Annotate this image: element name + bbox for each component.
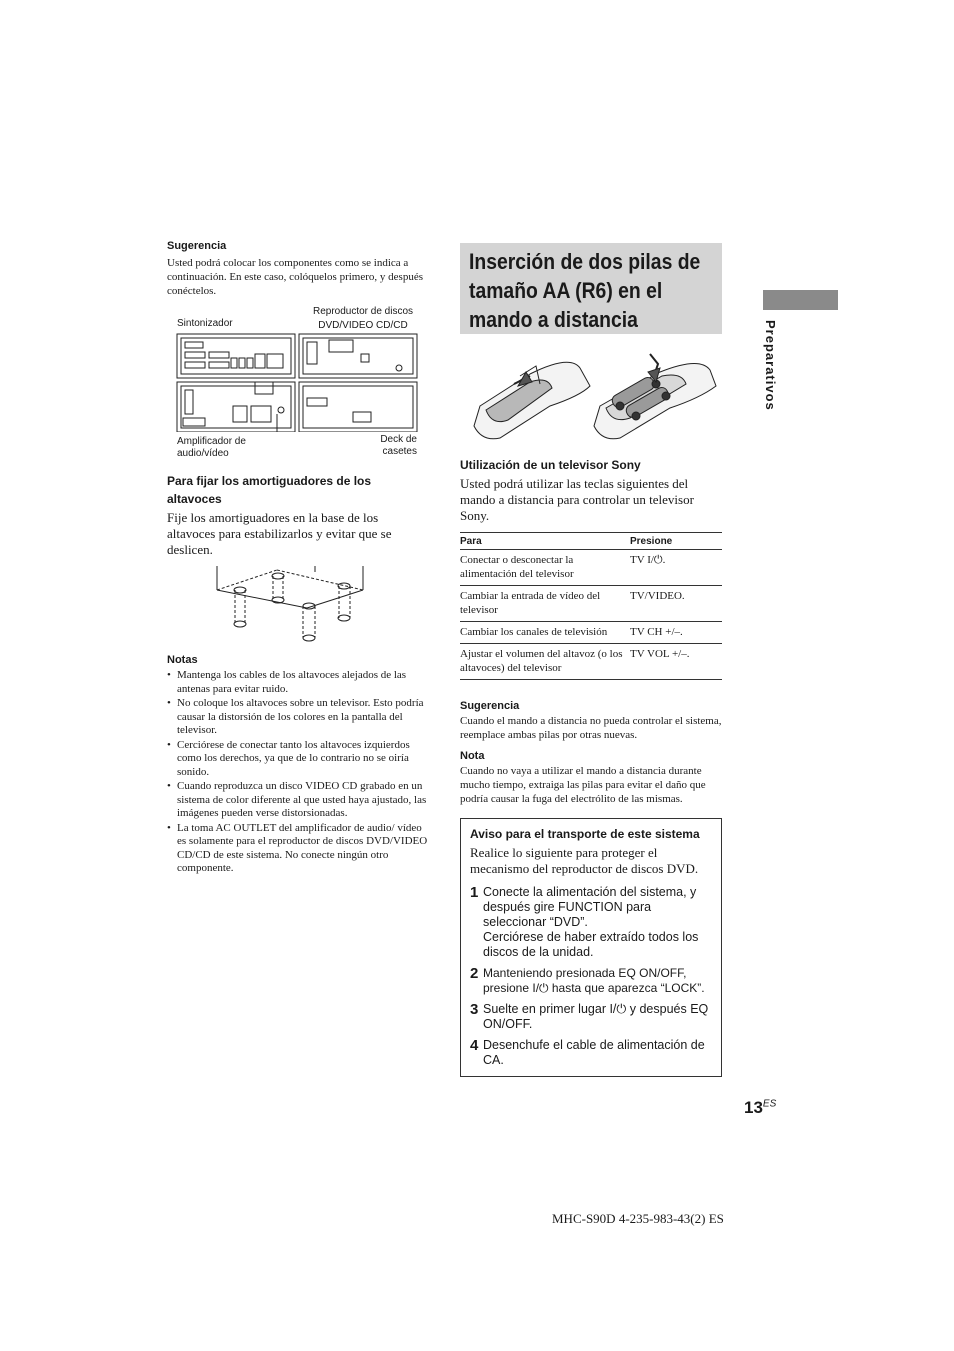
table-row: [460, 644, 722, 680]
list-item: • No coloque los altavoces sobre un televisor. Esto podría causar la distorsión de los colores en la pantalla del televisor.: [167, 697, 429, 738]
left-column: [167, 240, 429, 877]
label-deck-line2: casetes: [382, 446, 417, 457]
notice-heading: Aviso para el transporte de este sistema: [470, 827, 700, 841]
step-text: Manteniendo presionada EQ ON/OFF, presione I/⏻ hasta que aparezca “LOCK”.: [483, 966, 705, 995]
table-row: [460, 586, 722, 622]
step-text: Desenchufe el cable de alimentación de CA.: [483, 1038, 705, 1067]
table-cell: Conectar o desconectar la alimentación del televisor: [460, 550, 630, 586]
step-number: 1: [470, 884, 479, 901]
notes-heading: Notas: [167, 654, 198, 666]
step-number: 2: [470, 965, 479, 982]
table-header-row: [460, 533, 722, 550]
label-deck-line1: Deck de: [380, 434, 417, 445]
step-text: Conecte la alimentación del sistema, y después gire FUNCTION para seleccionar “DVD”.: [483, 885, 697, 929]
page-title: Inserción de dos pilas de tamaño AA (R6) en el mando a distancia: [469, 249, 701, 332]
footer-model-code: MHC-S90D 4-235-983-43(2) ES: [552, 1211, 724, 1226]
note-heading: Nota: [460, 750, 485, 762]
notice-steps: [470, 885, 712, 1068]
tv-text: Usted podrá utilizar las teclas siguientes del mando a distancia para controlar un televisor Sony.: [460, 476, 694, 523]
list-item: • Cerciórese de conectar tanto los altavoces izquierdos como los derechos, ya que de lo contrario no se oiría sonido.: [167, 739, 429, 780]
stacked-components-illustration: [167, 332, 429, 432]
step-item: [470, 1002, 712, 1032]
table-header-cell: Para: [460, 533, 630, 550]
step-number: 4: [470, 1037, 479, 1054]
page-number: [744, 1098, 776, 1118]
label-amplifier-line1: Amplificador de: [177, 436, 246, 447]
tv-heading: Utilización de un televisor Sony: [460, 458, 641, 472]
section-tab-marker: [763, 290, 838, 310]
table-cell: TV VOL +/–.: [630, 644, 722, 680]
page-number-value: 13: [744, 1098, 763, 1117]
notice-intro: Realice lo siguiente para proteger el mecanismo del reproductor de discos DVD.: [470, 845, 699, 876]
right-tip-text: Cuando el mando a distancia no pueda controlar el sistema, reemplace ambas pilas por otras nuevas.: [460, 715, 722, 741]
table-cell: Cambiar los canales de televisión: [460, 622, 630, 644]
table-row: [460, 622, 722, 644]
page-number-suffix: ES: [762, 1098, 777, 1110]
section-label: Preparativos: [763, 320, 778, 411]
label-dvd-line1: Reproductor de discos: [312, 306, 414, 317]
step-extra-text: Cerciórese de haber extraído todos los discos de la unidad.: [483, 930, 699, 959]
table-cell: TV CH +/–.: [630, 622, 722, 644]
section-title-box: [460, 243, 722, 334]
step-text: Suelte en primer lugar I/⏻ y después EQ ON/OFF.: [483, 1002, 709, 1031]
step-item: [470, 966, 712, 996]
component-diagram: [167, 300, 429, 458]
pads-text: Fije los amortiguadores en la base de los altavoces para estabilizarlos y evitar que se deslicen.: [167, 510, 392, 557]
step-text-group: [483, 885, 712, 960]
pads-heading: Para fijar los amortiguadores de los altavoces: [167, 474, 372, 506]
speaker-pads-illustration: [167, 566, 429, 648]
step-item: [470, 885, 712, 960]
list-item: • La toma AC OUTLET del amplificador de audio/ vídeo es solamente para el reproductor de discos DVD/VIDEO CD/CD de este sistema. No conecte ningún otro componente.: [167, 822, 429, 876]
table-cell: TV I/⏻.: [630, 550, 722, 586]
list-item: • Mantenga los cables de los altavoces alejados de las antenas para evitar ruido.: [167, 669, 429, 696]
label-amplifier-line2: audio/vídeo: [177, 448, 229, 459]
list-item: • Cuando reproduzca un disco VIDEO CD grabado en un sistema de color diferente al que usted haya ajustado, las imágenes pueden verse distorsionadas.: [167, 780, 429, 821]
step-item: [470, 1038, 712, 1068]
right-tip-heading: Sugerencia: [460, 700, 520, 712]
table-cell: TV/VIDEO.: [630, 586, 722, 622]
tip-text: Usted podrá colocar los componentes como se indica a continuación. En este caso, colóquelos primero, y después conéctelos.: [167, 257, 423, 297]
transport-notice-box: [460, 818, 722, 1077]
table-cell: Ajustar el volumen del altavoz (o los altavoces) del televisor: [460, 644, 630, 680]
right-column: [460, 243, 722, 1077]
step-number: 3: [470, 1001, 479, 1018]
label-dvd-line2: DVD/VIDEO CD/CD: [318, 320, 408, 331]
tv-controls-table: [460, 532, 722, 680]
table-row: [460, 550, 722, 586]
table-header-cell: Presione: [630, 533, 722, 550]
table-cell: Cambiar la entrada de vídeo del televisor: [460, 586, 630, 622]
label-tuner: Sintonizador: [177, 318, 233, 329]
note-text: Cuando no vaya a utilizar el mando a distancia durante mucho tiempo, extraiga las pilas para evitar el daño que podría causar la fuga del electrólito de las mismas.: [460, 765, 706, 805]
tip-heading: Sugerencia: [167, 240, 227, 252]
notes-list: [167, 669, 429, 876]
remote-battery-illustration: [460, 346, 722, 446]
